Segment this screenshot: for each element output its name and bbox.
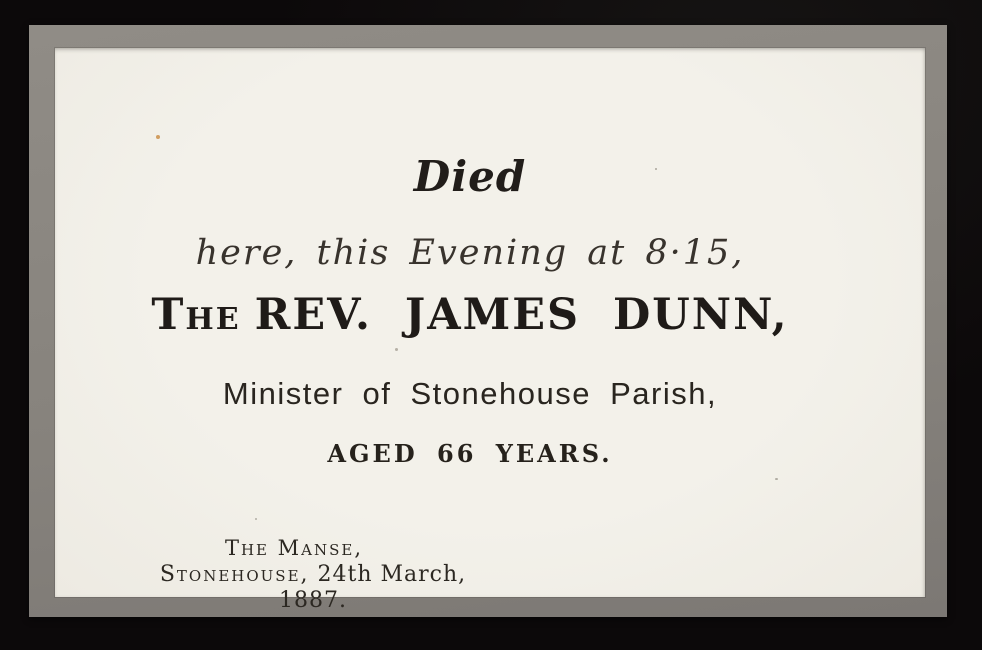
footer-block bbox=[133, 536, 493, 615]
memorial-card bbox=[55, 48, 925, 614]
paper-speck bbox=[775, 478, 778, 480]
age-line: AGED 66 YEARS. bbox=[327, 439, 613, 468]
paper-speck bbox=[255, 518, 257, 520]
paper-speck bbox=[395, 348, 398, 351]
date-line-place: Stonehouse, bbox=[159, 561, 310, 587]
deceased-name-rest: REV. JAMES DUNN, bbox=[254, 290, 789, 340]
card-mount bbox=[29, 25, 947, 617]
died-heading: Died bbox=[413, 152, 527, 201]
date-line bbox=[133, 562, 493, 616]
sender-address: The Manse, bbox=[224, 536, 364, 560]
paper-speck bbox=[655, 168, 657, 170]
date-line-date: 24th March, 1887. bbox=[279, 561, 467, 614]
deceased-name-article: The bbox=[151, 290, 241, 340]
deceased-name bbox=[55, 290, 925, 340]
death-time-line: here, this Evening at 8·15, bbox=[195, 233, 745, 273]
paper-speck bbox=[156, 135, 160, 139]
deceased-title-line: Minister of Stonehouse Parish, bbox=[222, 376, 718, 411]
